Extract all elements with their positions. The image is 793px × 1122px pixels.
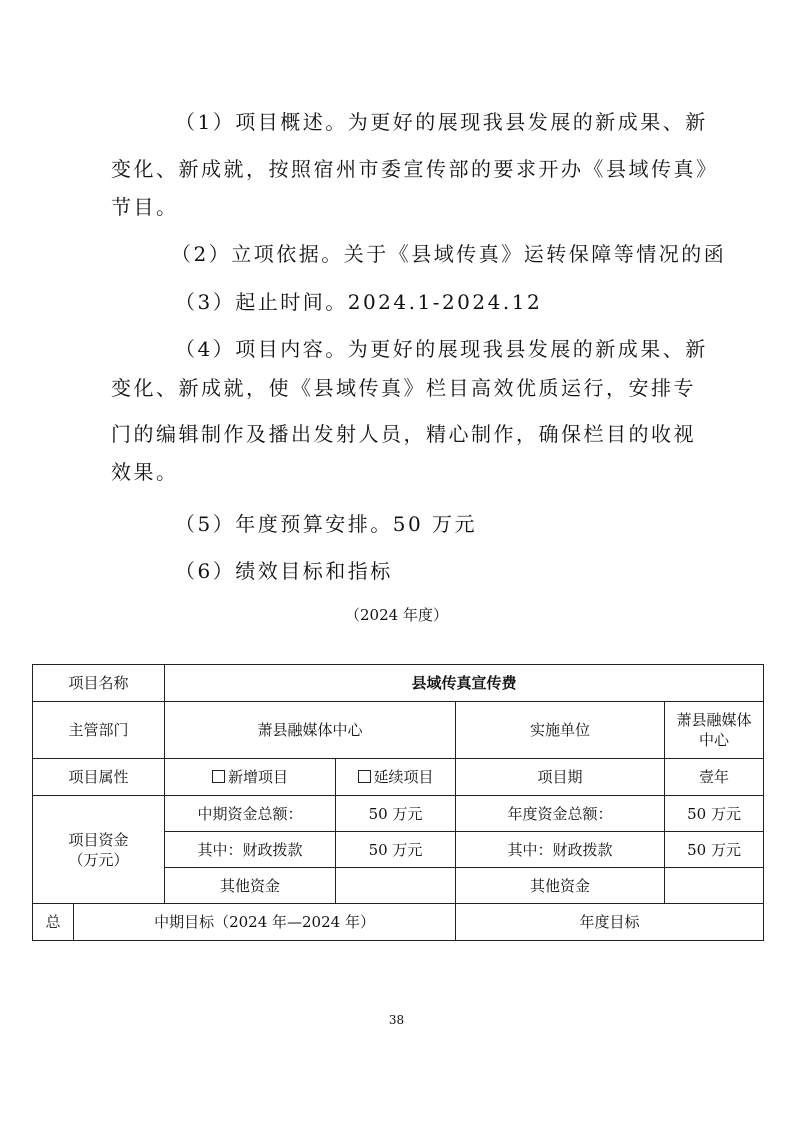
mid-fin-label: 其中：财政拨款 xyxy=(165,832,336,868)
attr-label: 项目属性 xyxy=(33,759,165,796)
year-other-value xyxy=(665,868,764,904)
attr-new-label: 新增项目 xyxy=(228,768,289,786)
mid-other-value xyxy=(336,868,456,904)
mid-other-label: 其他资金 xyxy=(165,868,336,904)
impl-value xyxy=(665,702,764,759)
dept-label: 主管部门 xyxy=(33,702,165,759)
funds-label xyxy=(33,796,165,904)
table-row xyxy=(33,796,764,832)
dept-value: 萧县融媒体中心 xyxy=(165,702,456,759)
year-total-value: 50 万元 xyxy=(665,796,764,832)
performance-table xyxy=(32,664,764,941)
paragraph-line-8: 门的编辑制作及播出发射人员，精心制作，确保栏目的收视 xyxy=(111,422,696,446)
year-total-label: 年度资金总额： xyxy=(456,796,665,832)
year-goal-label: 年度目标 xyxy=(456,904,764,941)
total-label: 总 xyxy=(33,904,74,941)
paragraph-line-6: （4）项目内容。为更好的展现我县发展的新成果、新 xyxy=(175,337,708,361)
impl-value-line2: 中心 xyxy=(699,731,730,749)
year-fin-value: 50 万元 xyxy=(665,832,764,868)
checkbox-icon xyxy=(212,770,225,783)
mid-total-value: 50 万元 xyxy=(336,796,456,832)
paragraph-line-1: （1）项目概述。为更好的展现我县发展的新成果、新 xyxy=(175,110,708,134)
year-fin-label: 其中：财政拨款 xyxy=(456,832,665,868)
table-caption: （2024 年度） xyxy=(345,606,448,624)
attr-continue-label: 延续项目 xyxy=(373,768,434,786)
funds-label-line2: （万元） xyxy=(68,850,129,869)
mid-total-label: 中期资金总额： xyxy=(165,796,336,832)
funds-label-line1: 项目资金 xyxy=(68,830,129,849)
paragraph-line-5: （3）起止时间。2024.1-2024.12 xyxy=(175,290,543,314)
table-row xyxy=(33,759,764,796)
table-row xyxy=(33,702,764,759)
checkbox-icon xyxy=(358,770,371,783)
attr-new-option xyxy=(165,759,336,796)
paragraph-line-10: （5）年度预算安排。50 万元 xyxy=(175,512,478,536)
table-row xyxy=(33,904,764,941)
paragraph-line-7: 变化、新成就，使《县域传真》栏目高效优质运行，安排专 xyxy=(111,376,696,400)
page-number: 38 xyxy=(388,1013,405,1027)
project-name-value: 县域传真宣传费 xyxy=(165,665,764,702)
paragraph-line-3: 节目。 xyxy=(111,195,179,219)
attr-continue-option xyxy=(336,759,456,796)
paragraph-line-11: （6）绩效目标和指标 xyxy=(175,559,393,583)
paragraph-line-9: 效果。 xyxy=(111,460,179,484)
paragraph-line-2: 变化、新成就，按照宿州市委宣传部的要求开办《县域传真》 xyxy=(111,157,719,181)
year-other-label: 其他资金 xyxy=(456,868,665,904)
project-name-label: 项目名称 xyxy=(33,665,165,702)
period-value: 壹年 xyxy=(665,759,764,796)
period-label: 项目期 xyxy=(456,759,665,796)
impl-label: 实施单位 xyxy=(456,702,665,759)
impl-value-line1: 萧县融媒体 xyxy=(676,711,752,729)
mid-goal-label: 中期目标（2024 年—2024 年） xyxy=(74,904,456,941)
table-row xyxy=(33,665,764,702)
paragraph-line-4: （2）立项依据。关于《县域传真》运转保障等情况的函 xyxy=(171,242,727,266)
mid-fin-value: 50 万元 xyxy=(336,832,456,868)
